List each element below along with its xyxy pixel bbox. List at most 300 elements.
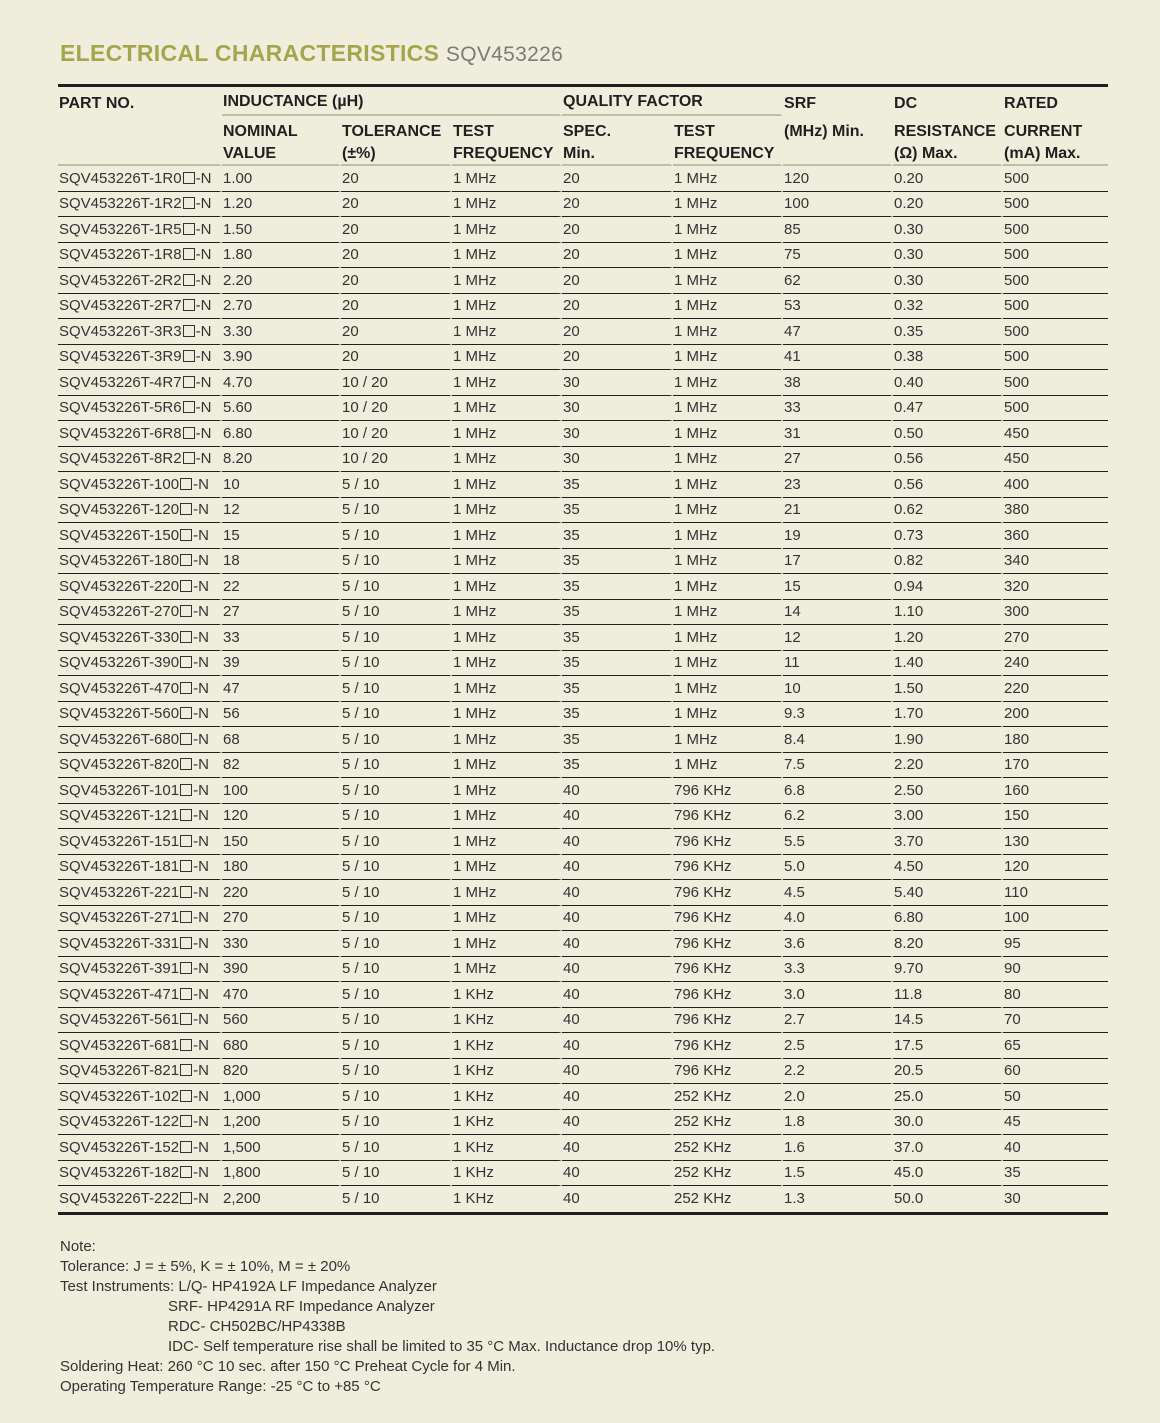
header-test: TEST <box>453 123 494 140</box>
cell-q-test-frequency: 252 KHz <box>673 1186 783 1212</box>
cell-test-frequency: 1 MHz <box>452 294 562 320</box>
cell-part-no <box>58 396 222 422</box>
cell-rated-current: 45 <box>1003 1110 1108 1136</box>
cell-test-frequency: 1 MHz <box>452 676 562 702</box>
part-no-suffix: -N <box>193 552 209 570</box>
cell-test-frequency: 1 MHz <box>452 549 562 575</box>
cell-q-test-frequency: 796 KHz <box>673 778 783 804</box>
header-spec: SPEC. <box>563 123 612 140</box>
header-resistance: RESISTANCE <box>894 123 996 140</box>
part-no-prefix: SQV453226T-331 <box>59 934 180 952</box>
cell-srf: 3.0 <box>783 982 893 1008</box>
cell-rated-current: 500 <box>1003 268 1108 294</box>
part-no-prefix: SQV453226T-122 <box>59 1113 180 1131</box>
cell-tolerance: 5 / 10 <box>341 1084 452 1110</box>
cell-q-test-frequency: 1 MHz <box>673 192 783 218</box>
part-no-suffix: -N <box>193 807 209 825</box>
part-no-suffix: -N <box>195 271 212 289</box>
cell-q-spec: 40 <box>562 957 673 983</box>
cell-tolerance: 10 / 20 <box>341 447 452 473</box>
part-no-prefix: SQV453226T-391 <box>59 960 180 978</box>
cell-tolerance: 20 <box>341 166 452 192</box>
table-row <box>58 574 1108 600</box>
cell-rated-current: 500 <box>1003 294 1108 320</box>
tolerance-code-box-icon <box>180 1115 192 1127</box>
header-quality-factor: QUALITY FACTOR <box>562 87 783 116</box>
part-no-prefix: SQV453226T-152 <box>59 1138 180 1156</box>
cell-part-no <box>58 753 222 779</box>
cell-q-spec: 35 <box>562 676 673 702</box>
cell-dc-resistance: 1.20 <box>893 625 1003 651</box>
tolerance-code-box-icon <box>180 962 192 974</box>
cell-q-spec: 20 <box>562 319 673 345</box>
cell-q-spec: 30 <box>562 421 673 447</box>
cell-rated-current: 450 <box>1003 421 1108 447</box>
cell-nominal-value: 120 <box>222 804 341 830</box>
part-no-prefix: SQV453226T-821 <box>59 1062 180 1080</box>
cell-part-no <box>58 574 222 600</box>
cell-q-test-frequency: 1 MHz <box>673 625 783 651</box>
tolerance-code-box-icon <box>183 172 195 184</box>
table-row <box>58 702 1108 728</box>
part-no-suffix: -N <box>193 781 209 799</box>
tolerance-code-box-icon <box>180 656 192 668</box>
cell-test-frequency: 1 MHz <box>452 651 562 677</box>
cell-dc-resistance: 11.8 <box>893 982 1003 1008</box>
cell-q-spec: 30 <box>562 370 673 396</box>
part-no-suffix: -N <box>193 909 209 927</box>
table-row <box>58 625 1108 651</box>
cell-rated-current: 130 <box>1003 829 1108 855</box>
cell-q-test-frequency: 1 MHz <box>673 651 783 677</box>
part-no-prefix: SQV453226T-8R2 <box>59 450 182 468</box>
cell-q-test-frequency: 796 KHz <box>673 931 783 957</box>
cell-srf: 10 <box>783 676 893 702</box>
part-no-prefix: SQV453226T-270 <box>59 603 180 621</box>
cell-nominal-value: 22 <box>222 574 341 600</box>
cell-dc-resistance: 0.56 <box>893 447 1003 473</box>
cell-q-test-frequency: 1 MHz <box>673 574 783 600</box>
cell-dc-resistance: 0.38 <box>893 345 1003 371</box>
cell-rated-current: 220 <box>1003 676 1108 702</box>
part-no-suffix: -N <box>195 297 212 315</box>
table-row <box>58 880 1108 906</box>
cell-nominal-value: 330 <box>222 931 341 957</box>
cell-q-test-frequency: 1 MHz <box>673 217 783 243</box>
part-no-prefix: SQV453226T-471 <box>59 985 180 1003</box>
note-tolerance: Tolerance: J = ± 5%, K = ± 10%, M = ± 20% <box>60 1258 351 1275</box>
cell-q-test-frequency: 796 KHz <box>673 855 783 881</box>
header-q-frequency: FREQUENCY <box>673 141 783 166</box>
cell-q-spec: 40 <box>562 1084 673 1110</box>
tolerance-code-box-icon <box>180 682 192 694</box>
tolerance-code-box-icon <box>180 886 192 898</box>
cell-dc-resistance: 20.5 <box>893 1059 1003 1085</box>
part-no-prefix: SQV453226T-560 <box>59 705 180 723</box>
header-inductance: INDUCTANCE (µH) <box>222 87 562 116</box>
cell-part-no <box>58 217 222 243</box>
cell-q-test-frequency: 796 KHz <box>673 957 783 983</box>
cell-nominal-value: 47 <box>222 676 341 702</box>
cell-part-no <box>58 319 222 345</box>
cell-test-frequency: 1 MHz <box>452 192 562 218</box>
cell-rated-current: 30 <box>1004 1190 1021 1208</box>
cell-q-spec: 40 <box>562 1008 673 1034</box>
table-row <box>58 651 1108 677</box>
cell-tolerance: 5 / 10 <box>341 574 452 600</box>
tolerance-code-box-icon <box>180 1166 192 1178</box>
table-row <box>58 243 1108 269</box>
cell-nominal-value: 1,800 <box>222 1161 341 1187</box>
cell-part-no <box>58 600 222 626</box>
cell-srf: 47 <box>783 319 893 345</box>
header-srf: SRF <box>784 95 817 112</box>
cell-nominal-value: 2.70 <box>222 294 341 320</box>
cell-q-test-frequency: 1 MHz <box>673 166 783 192</box>
cell-test-frequency: 1 MHz <box>452 243 562 269</box>
cell-test-frequency: 1 MHz <box>452 396 562 422</box>
cell-tolerance: 20 <box>341 268 452 294</box>
cell-part-no <box>58 1161 222 1187</box>
cell-rated-current: 35 <box>1003 1161 1108 1187</box>
cell-tolerance: 20 <box>341 345 452 371</box>
cell-test-frequency: 1 MHz <box>452 574 562 600</box>
cell-srf: 85 <box>783 217 893 243</box>
cell-test-frequency: 1 MHz <box>452 166 562 192</box>
cell-rated-current: 50 <box>1003 1084 1108 1110</box>
table-row <box>58 804 1108 830</box>
tolerance-code-box-icon <box>180 503 192 515</box>
table-row <box>58 957 1108 983</box>
tolerance-code-box-icon <box>180 529 192 541</box>
cell-q-test-frequency: 1 MHz <box>673 676 783 702</box>
header-frequency: FREQUENCY <box>452 141 562 166</box>
cell-nominal-value: 6.80 <box>222 421 341 447</box>
cell-rated-current: 170 <box>1003 753 1108 779</box>
part-no-suffix: -N <box>193 960 209 978</box>
tolerance-code-box-icon <box>180 784 192 796</box>
cell-dc-resistance: 1.90 <box>893 727 1003 753</box>
cell-nominal-value: 82 <box>222 753 341 779</box>
cell-srf: 2.0 <box>783 1084 893 1110</box>
cell-rated-current: 500 <box>1003 243 1108 269</box>
cell-nominal-value: 4.70 <box>222 370 341 396</box>
cell-q-spec: 35 <box>562 498 673 524</box>
cell-tolerance: 5 / 10 <box>341 1008 452 1034</box>
cell-rated-current: 40 <box>1003 1135 1108 1161</box>
table-row <box>58 829 1108 855</box>
part-no-prefix: SQV453226T-470 <box>59 679 180 697</box>
note-srf: SRF- HP4291A RF Impedance Analyzer <box>168 1298 435 1315</box>
cell-rated-current: 270 <box>1003 625 1108 651</box>
cell-q-spec: 35 <box>562 727 673 753</box>
cell-dc-resistance: 0.30 <box>893 243 1003 269</box>
tolerance-code-box-icon <box>183 299 195 311</box>
tolerance-code-box-icon <box>183 452 195 464</box>
cell-test-frequency: 1 MHz <box>452 421 562 447</box>
cell-part-no <box>58 370 222 396</box>
header-rated: RATED <box>1004 95 1058 112</box>
tolerance-code-box-icon <box>180 605 192 617</box>
cell-q-spec: 30 <box>562 396 673 422</box>
cell-test-frequency: 1 KHz <box>452 1110 562 1136</box>
cell-part-no <box>58 982 222 1008</box>
table-row <box>58 370 1108 396</box>
table-row <box>58 345 1108 371</box>
cell-rated-current: 150 <box>1003 804 1108 830</box>
cell-q-spec: 40 <box>562 906 673 932</box>
cell-q-spec: 35 <box>562 753 673 779</box>
cell-rated-current: 70 <box>1003 1008 1108 1034</box>
tolerance-code-box-icon <box>180 988 192 1000</box>
part-no-prefix: SQV453226T-561 <box>59 1011 180 1029</box>
cell-q-test-frequency: 796 KHz <box>673 829 783 855</box>
cell-q-test-frequency: 252 KHz <box>673 1135 783 1161</box>
cell-dc-resistance: 3.00 <box>893 804 1003 830</box>
part-no-suffix: -N <box>195 348 212 366</box>
table-row <box>58 600 1108 626</box>
table-row <box>58 1161 1108 1187</box>
cell-nominal-value: 1.00 <box>222 166 341 192</box>
cell-srf: 100 <box>783 192 893 218</box>
tolerance-code-box-icon <box>180 1039 192 1051</box>
cell-q-test-frequency: 1 MHz <box>673 498 783 524</box>
cell-dc-resistance: 0.82 <box>893 549 1003 575</box>
cell-nominal-value: 1,000 <box>222 1084 341 1110</box>
cell-q-spec: 30 <box>562 447 673 473</box>
table-row <box>58 294 1108 320</box>
part-no-suffix: -N <box>193 628 209 646</box>
part-no-suffix: -N <box>193 1190 209 1208</box>
tolerance-code-box-icon <box>180 809 192 821</box>
cell-dc-resistance: 0.30 <box>893 217 1003 243</box>
part-no-prefix: SQV453226T-150 <box>59 526 180 544</box>
tolerance-code-box-icon <box>183 223 195 235</box>
header-dc-unit: (Ω) Max. <box>893 141 1003 166</box>
cell-nominal-value: 3.90 <box>222 345 341 371</box>
cell-test-frequency: 1 MHz <box>452 702 562 728</box>
cell-srf: 7.5 <box>783 753 893 779</box>
cell-srf: 5.5 <box>783 829 893 855</box>
part-no-prefix: SQV453226T-2R7 <box>59 297 182 315</box>
table-row <box>58 1135 1108 1161</box>
part-no-prefix: SQV453226T-182 <box>59 1164 180 1182</box>
part-no-suffix: -N <box>193 934 209 952</box>
part-no-prefix: SQV453226T-120 <box>59 501 180 519</box>
cell-dc-resistance: 1.40 <box>893 651 1003 677</box>
cell-rated-current: 100 <box>1003 906 1108 932</box>
tolerance-code-box-icon <box>183 325 195 337</box>
cell-tolerance: 20 <box>341 243 452 269</box>
cell-part-no <box>58 625 222 651</box>
table-row <box>58 166 1108 192</box>
tolerance-code-box-icon <box>180 911 192 923</box>
cell-test-frequency: 1 MHz <box>452 319 562 345</box>
cell-srf: 62 <box>783 268 893 294</box>
cell-rated-current: 65 <box>1003 1033 1108 1059</box>
table-row <box>58 931 1108 957</box>
tolerance-code-box-icon <box>180 580 192 592</box>
table-row <box>58 982 1108 1008</box>
cell-dc-resistance: 50.0 <box>893 1186 1003 1212</box>
part-no-prefix: SQV453226T-180 <box>59 552 180 570</box>
cell-q-spec: 40 <box>562 855 673 881</box>
cell-test-frequency: 1 MHz <box>452 625 562 651</box>
cell-q-spec: 20 <box>562 217 673 243</box>
table-row <box>58 1059 1108 1085</box>
cell-dc-resistance: 30.0 <box>893 1110 1003 1136</box>
part-no-suffix: -N <box>195 424 212 442</box>
cell-nominal-value: 150 <box>222 829 341 855</box>
cell-q-test-frequency: 1 MHz <box>673 472 783 498</box>
cell-test-frequency: 1 KHz <box>452 1084 562 1110</box>
cell-rated-current: 340 <box>1003 549 1108 575</box>
cell-q-test-frequency: 1 MHz <box>673 727 783 753</box>
cell-tolerance: 5 / 10 <box>341 906 452 932</box>
cell-q-test-frequency: 796 KHz <box>673 982 783 1008</box>
cell-test-frequency: 1 MHz <box>452 268 562 294</box>
part-no-suffix: -N <box>193 1113 209 1131</box>
cell-rated-current: 500 <box>1003 166 1108 192</box>
cell-srf: 120 <box>783 166 893 192</box>
part-no-prefix: SQV453226T-681 <box>59 1036 180 1054</box>
part-no-suffix: -N <box>193 475 209 493</box>
cell-tolerance: 5 / 10 <box>341 625 452 651</box>
cell-part-no <box>58 498 222 524</box>
part-no-suffix: -N <box>193 1087 209 1105</box>
cell-nominal-value: 39 <box>222 651 341 677</box>
cell-srf: 38 <box>783 370 893 396</box>
part-no-suffix: -N <box>193 577 209 595</box>
part-no-prefix: SQV453226T-3R9 <box>59 348 182 366</box>
cell-q-test-frequency: 796 KHz <box>673 880 783 906</box>
table-row <box>58 217 1108 243</box>
cell-nominal-value: 12 <box>222 498 341 524</box>
cell-srf: 15 <box>783 574 893 600</box>
table-row <box>58 906 1108 932</box>
cell-q-test-frequency: 252 KHz <box>673 1161 783 1187</box>
cell-srf: 4.0 <box>783 906 893 932</box>
part-no-suffix: -N <box>193 858 209 876</box>
cell-q-spec: 35 <box>562 702 673 728</box>
cell-tolerance: 10 / 20 <box>341 396 452 422</box>
cell-srf: 5.0 <box>783 855 893 881</box>
cell-part-no <box>58 345 222 371</box>
part-no-suffix: -N <box>195 246 212 264</box>
cell-q-spec: 40 <box>562 1110 673 1136</box>
part-no-suffix: -N <box>195 373 212 391</box>
part-no-suffix: -N <box>195 450 212 468</box>
electrical-characteristics-table <box>58 84 1108 1215</box>
cell-part-no <box>58 804 222 830</box>
cell-q-test-frequency: 796 KHz <box>673 906 783 932</box>
cell-dc-resistance: 3.70 <box>893 829 1003 855</box>
cell-rated-current: 160 <box>1003 778 1108 804</box>
cell-part-no <box>58 829 222 855</box>
part-no-suffix: -N <box>195 322 212 340</box>
cell-q-spec: 40 <box>562 1059 673 1085</box>
part-no-suffix: -N <box>193 526 209 544</box>
cell-dc-resistance: 37.0 <box>893 1135 1003 1161</box>
cell-rated-current: 400 <box>1003 472 1108 498</box>
cell-srf: 2.5 <box>783 1033 893 1059</box>
cell-test-frequency: 1 KHz <box>452 1135 562 1161</box>
cell-tolerance: 5 / 10 <box>341 498 452 524</box>
cell-rated-current: 120 <box>1003 855 1108 881</box>
cell-srf: 27 <box>783 447 893 473</box>
cell-tolerance: 5 / 10 <box>341 982 452 1008</box>
cell-nominal-value: 10 <box>222 472 341 498</box>
cell-test-frequency: 1 MHz <box>452 829 562 855</box>
title-main: ELECTRICAL CHARACTERISTICS <box>60 40 440 66</box>
cell-rated-current: 380 <box>1003 498 1108 524</box>
header-tolerance: TOLERANCE <box>342 123 442 140</box>
cell-q-spec: 20 <box>562 192 673 218</box>
cell-dc-resistance: 6.80 <box>893 906 1003 932</box>
cell-dc-resistance: 9.70 <box>893 957 1003 983</box>
cell-q-test-frequency: 1 MHz <box>673 294 783 320</box>
cell-nominal-value: 680 <box>222 1033 341 1059</box>
cell-rated-current: 95 <box>1003 931 1108 957</box>
cell-tolerance: 5 / 10 <box>341 676 452 702</box>
cell-tolerance: 5 / 10 <box>341 1110 452 1136</box>
cell-test-frequency: 1 MHz <box>452 753 562 779</box>
cell-part-no <box>58 447 222 473</box>
cell-nominal-value: 1,200 <box>222 1110 341 1136</box>
cell-dc-resistance: 45.0 <box>893 1161 1003 1187</box>
header-value: VALUE <box>222 141 341 166</box>
cell-test-frequency: 1 MHz <box>452 931 562 957</box>
tolerance-code-box-icon <box>183 376 195 388</box>
cell-test-frequency: 1 KHz <box>452 982 562 1008</box>
part-no-suffix: -N <box>193 832 209 850</box>
cell-q-spec: 40 <box>562 1033 673 1059</box>
tolerance-code-box-icon <box>180 860 192 872</box>
cell-srf: 31 <box>783 421 893 447</box>
cell-rated-current: 500 <box>1003 370 1108 396</box>
tolerance-code-box-icon <box>180 478 192 490</box>
part-no-prefix: SQV453226T-271 <box>59 909 180 927</box>
tolerance-code-box-icon <box>180 1141 192 1153</box>
cell-nominal-value: 15 <box>222 523 341 549</box>
table-row <box>58 421 1108 447</box>
cell-srf: 6.2 <box>783 804 893 830</box>
tolerance-code-box-icon <box>180 937 192 949</box>
part-no-suffix: -N <box>193 1036 209 1054</box>
cell-nominal-value: 1.20 <box>222 192 341 218</box>
cell-test-frequency: 1 MHz <box>452 727 562 753</box>
header-current-unit: (mA) Max. <box>1003 141 1108 166</box>
cell-tolerance: 5 / 10 <box>341 523 452 549</box>
cell-dc-resistance: 1.50 <box>893 676 1003 702</box>
cell-part-no <box>58 421 222 447</box>
cell-srf: 1.6 <box>783 1135 893 1161</box>
note-idc: IDC- Self temperature rise shall be limited to 35 °C Max. Inductance drop 10% typ. <box>168 1338 716 1355</box>
cell-q-spec: 35 <box>562 472 673 498</box>
cell-test-frequency: 1 MHz <box>452 855 562 881</box>
note-rdc: RDC- CH502BC/HP4338B <box>168 1318 346 1335</box>
cell-q-test-frequency: 1 MHz <box>673 421 783 447</box>
part-no-suffix: -N <box>195 169 212 187</box>
part-no-prefix: SQV453226T-4R7 <box>59 373 182 391</box>
part-no-prefix: SQV453226T-5R6 <box>59 399 182 417</box>
cell-srf: 41 <box>783 345 893 371</box>
cell-q-test-frequency: 1 MHz <box>673 396 783 422</box>
table-row <box>58 1008 1108 1034</box>
cell-part-no <box>58 243 222 269</box>
cell-q-test-frequency: 796 KHz <box>673 1033 783 1059</box>
part-no-suffix: -N <box>195 195 212 213</box>
